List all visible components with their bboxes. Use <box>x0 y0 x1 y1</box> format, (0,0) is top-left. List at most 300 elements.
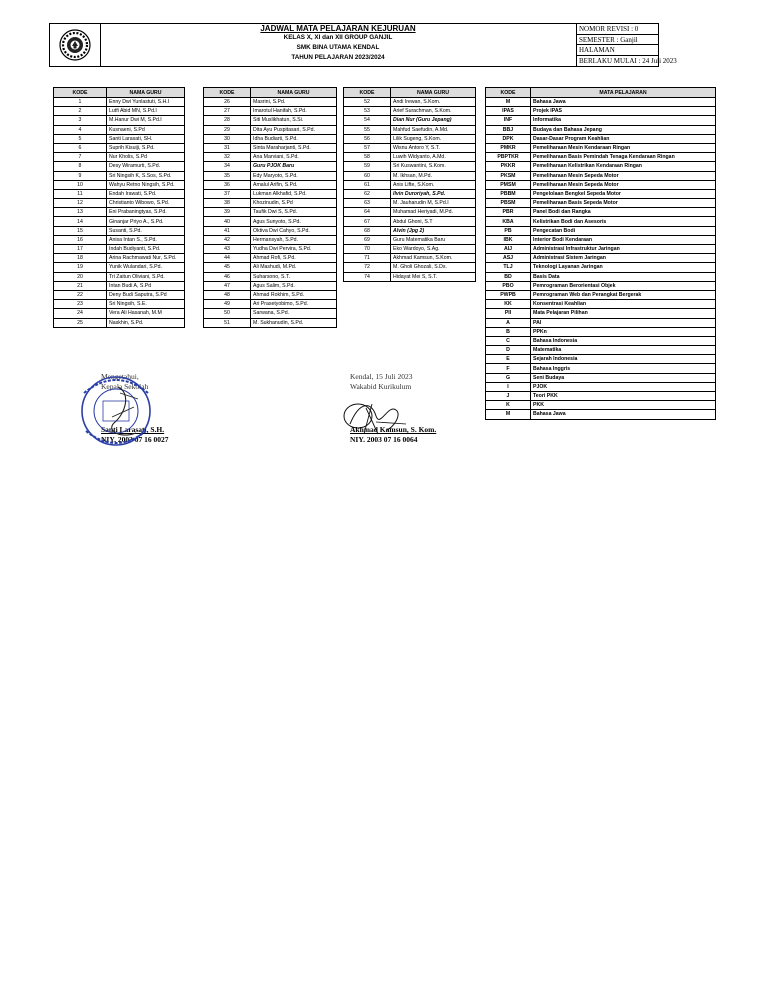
subject-name: Bahasa Inggris <box>531 364 716 373</box>
teacher-row <box>54 263 185 272</box>
teacher-row <box>54 125 185 134</box>
teacher-name: Desy Wiramurti, S.Pd. <box>107 162 185 171</box>
subject-row <box>486 281 716 290</box>
teacher-row <box>54 134 185 143</box>
teacher-row <box>54 217 185 226</box>
row-code: 50 <box>204 309 251 318</box>
row-code: PKKR <box>486 162 531 171</box>
teacher-row <box>204 125 337 134</box>
subject-row <box>486 373 716 382</box>
row-code: PBPTKR <box>486 153 531 162</box>
row-code: F <box>486 364 531 373</box>
subject-name: Pemrograman Berorientasi Objek <box>531 281 716 290</box>
teacher-row <box>204 254 337 263</box>
teacher-row <box>204 153 337 162</box>
teacher-name: M. Jauharudin M, S.Pd.I <box>391 199 476 208</box>
place-date: Kendal, 15 Juli 2023 <box>350 372 413 381</box>
teacher-name: M. Sukhanudin, S.Pd. <box>251 318 337 327</box>
subject-row <box>486 382 716 391</box>
row-code: DPK <box>486 134 531 143</box>
row-code: 19 <box>54 263 107 272</box>
header-titles <box>100 24 577 66</box>
subject-name: Budaya dan Bahasa Jepang <box>531 125 716 134</box>
subject-row <box>486 116 716 125</box>
teacher-row <box>204 217 337 226</box>
row-code: 48 <box>204 290 251 299</box>
meta-page: HALAMAN <box>577 45 659 56</box>
subject-row <box>486 180 716 189</box>
row-code: 56 <box>344 134 391 143</box>
row-code: 35 <box>204 171 251 180</box>
subject-row <box>486 336 716 345</box>
teacher-row <box>204 116 337 125</box>
subject-name: Pemeliharaan Basis Pemindah Tenaga Kendaraan Ringan <box>531 153 716 162</box>
row-code: 40 <box>204 217 251 226</box>
row-code: PMSM <box>486 180 531 189</box>
teacher-name: Ahmad Rofi, S.Pd. <box>251 254 337 263</box>
acknowledged-label: Mengetahui, <box>101 372 139 381</box>
subject-row <box>486 309 716 318</box>
subject-row <box>486 235 716 244</box>
teacher-row <box>54 162 185 171</box>
school-logo-icon <box>50 24 100 66</box>
teacher-name: Hermansyah, S.Pd. <box>251 235 337 244</box>
teacher-name: Yunik Wulandari, S.Pd. <box>107 263 185 272</box>
row-code: J <box>486 392 531 401</box>
row-code: 59 <box>344 162 391 171</box>
row-code: I <box>486 382 531 391</box>
teacher-row <box>204 300 337 309</box>
teacher-row <box>204 180 337 189</box>
teacher-name: Ilvin Duroriyah, S.Pd. <box>391 189 476 198</box>
curriculum-name: Akhmad Kamsun, S. Kom. <box>350 425 437 434</box>
teacher-table-2 <box>203 87 337 328</box>
teacher-name: Ana Marviani, S.Pd. <box>251 153 337 162</box>
teacher-name: Arief Surachman, S.Kom. <box>391 107 476 116</box>
row-code: 37 <box>204 189 251 198</box>
row-code: 62 <box>344 189 391 198</box>
row-code: 74 <box>344 272 391 281</box>
teacher-row <box>54 254 185 263</box>
row-code: PBO <box>486 281 531 290</box>
teacher-name: Dian Nur (Guru Jepang) <box>391 116 476 125</box>
teacher-name: Edy Maryoto, S.Pd. <box>251 171 337 180</box>
row-code: 43 <box>204 245 251 254</box>
teacher-name: Endah Irawati, S.Pd. <box>107 189 185 198</box>
teacher-row <box>54 290 185 299</box>
teacher-row <box>54 153 185 162</box>
row-code: 7 <box>54 153 107 162</box>
row-code: 28 <box>204 116 251 125</box>
row-code: TLJ <box>486 263 531 272</box>
row-code: 11 <box>54 189 107 198</box>
row-code: 70 <box>344 245 391 254</box>
subject-name: Sejarah Indonesia <box>531 355 716 364</box>
subject-name: PJOK <box>531 382 716 391</box>
document-header <box>49 23 677 67</box>
row-code: E <box>486 355 531 364</box>
row-code: 34 <box>204 162 251 171</box>
column-header-mata-pelajaran: MATA PELAJARAN <box>531 88 716 98</box>
teacher-name: Anisa Intan S., S.Pd. <box>107 235 185 244</box>
teacher-row <box>344 226 476 235</box>
column-header-kode: KODE <box>204 88 251 98</box>
teacher-row <box>204 281 337 290</box>
row-code: 51 <box>204 318 251 327</box>
row-code: IPAS <box>486 107 531 116</box>
row-code: 58 <box>344 153 391 162</box>
teacher-row <box>204 263 337 272</box>
row-code: 4 <box>54 125 107 134</box>
row-code: 67 <box>344 217 391 226</box>
teacher-row <box>344 116 476 125</box>
row-code: 63 <box>344 199 391 208</box>
subject-row <box>486 107 716 116</box>
curriculum-niy: NIY. 2003 07 16 0064 <box>350 435 418 444</box>
teacher-row <box>344 254 476 263</box>
row-code: 69 <box>344 235 391 244</box>
teacher-name: Khozinudin, S.Pd <box>251 199 337 208</box>
row-code: 23 <box>54 300 107 309</box>
subject-name: PPKn <box>531 327 716 336</box>
teacher-name: M.Hanur Dwi M, S.Pd.I <box>107 116 185 125</box>
row-code: 22 <box>54 290 107 299</box>
subject-row <box>486 245 716 254</box>
teacher-name: Agus Sunyoto, S.Pd. <box>251 217 337 226</box>
teacher-name: Yudha Dwi Pervira, S.Pd. <box>251 245 337 254</box>
row-code: 30 <box>204 134 251 143</box>
row-code: 39 <box>204 208 251 217</box>
subject-name: Pengelolaan Bengkel Sepeda Motor <box>531 189 716 198</box>
subject-name: Mata Pelajaran Pilihan <box>531 309 716 318</box>
subject-row <box>486 272 716 281</box>
teacher-name: Nur Kholis, S.Pd <box>107 153 185 162</box>
teacher-row <box>344 263 476 272</box>
teacher-row <box>344 171 476 180</box>
row-code: 38 <box>204 199 251 208</box>
teacher-table-1 <box>53 87 185 328</box>
column-header-nama-guru: NAMA GURU <box>107 88 185 98</box>
document-meta <box>577 24 677 66</box>
class-group-line: KELAS X, XI dan XII GROUP GANJIL <box>283 34 393 41</box>
teacher-name: Sri Kuswantini, S.Kom. <box>391 162 476 171</box>
teacher-name: Hidayat Mei S, S.T. <box>391 272 476 281</box>
subject-name: Bahasa Jawa <box>531 98 716 107</box>
row-code: 46 <box>204 272 251 281</box>
teacher-name: Deny Budi Saputra, S.Pd <box>107 290 185 299</box>
teacher-name: Arina Rachmawati Nur, S.Pd. <box>107 254 185 263</box>
subject-row <box>486 410 716 419</box>
row-code: 15 <box>54 226 107 235</box>
teacher-row <box>204 235 337 244</box>
teacher-row <box>54 226 185 235</box>
subject-name: Bahasa Indonesia <box>531 336 716 345</box>
row-code: 54 <box>344 116 391 125</box>
subject-row <box>486 318 716 327</box>
subject-name: Pemeliharaan Kelistrikan Kendaraan Ringan <box>531 162 716 171</box>
teacher-name: Siti Muslikhatun, S.Si. <box>251 116 337 125</box>
teacher-row <box>204 318 337 327</box>
teacher-name: Wisnu Antoro Y, S.T. <box>391 143 476 152</box>
teacher-name: M. Ikhsan, M.Pd. <box>391 171 476 180</box>
row-code: 26 <box>204 98 251 107</box>
academic-year: TAHUN PELAJARAN 2023/2024 <box>291 54 385 61</box>
teacher-row <box>204 208 337 217</box>
row-code: 71 <box>344 254 391 263</box>
teacher-name: Lukman Alkhafid, S.Pd. <box>251 189 337 198</box>
subject-table <box>485 87 716 420</box>
subject-name: Projek IPAS <box>531 107 716 116</box>
teacher-row <box>54 171 185 180</box>
teacher-name: Ginanjar Priyo A., S.Pd. <box>107 217 185 226</box>
teacher-row <box>344 199 476 208</box>
teacher-row <box>54 309 185 318</box>
row-code: 25 <box>54 318 107 327</box>
subject-row <box>486 226 716 235</box>
subject-name: Pemeliharaan Mesin Sepeda Motor <box>531 180 716 189</box>
teacher-name: Eko Wardoyo, S.Ag. <box>391 245 476 254</box>
row-code: PMKR <box>486 143 531 152</box>
row-code: 29 <box>204 125 251 134</box>
subject-name: Seni Budaya <box>531 373 716 382</box>
teacher-row <box>54 180 185 189</box>
teacher-name: Sarwana, S.Pd. <box>251 309 337 318</box>
row-code: 52 <box>344 98 391 107</box>
teacher-name: Ahmad Rokhim, S.Pd. <box>251 290 337 299</box>
teacher-row <box>54 116 185 125</box>
row-code: 31 <box>204 143 251 152</box>
teacher-name: Oktiva Dwi Cahyo, S.Pd. <box>251 226 337 235</box>
row-code: KK <box>486 300 531 309</box>
row-code: AIJ <box>486 245 531 254</box>
teacher-row <box>204 309 337 318</box>
teacher-row <box>344 162 476 171</box>
row-code: 16 <box>54 235 107 244</box>
subject-row <box>486 290 716 299</box>
row-code: 24 <box>54 309 107 318</box>
teacher-row <box>204 245 337 254</box>
teacher-row <box>344 272 476 281</box>
row-code: 60 <box>344 171 391 180</box>
row-code: 8 <box>54 162 107 171</box>
row-code: 18 <box>54 254 107 263</box>
row-code: 12 <box>54 199 107 208</box>
subject-name: Pemeliharaan Mesin Kendaraan Ringan <box>531 143 716 152</box>
row-code: 21 <box>54 281 107 290</box>
row-code: 14 <box>54 217 107 226</box>
row-code: 41 <box>204 226 251 235</box>
subject-name: Administrasi Infrastruktur Jaringan <box>531 245 716 254</box>
row-code: D <box>486 346 531 355</box>
subject-row <box>486 199 716 208</box>
teacher-row <box>204 189 337 198</box>
teacher-name: Intan Budi A, S.Pd <box>107 281 185 290</box>
teacher-name: Lutfi Abid MN, S.Pd.I <box>107 107 185 116</box>
row-code: 53 <box>344 107 391 116</box>
teacher-name: Suprih Kisuiji, S.Pd. <box>107 143 185 152</box>
subject-row <box>486 355 716 364</box>
subject-row <box>486 392 716 401</box>
row-code: KBA <box>486 217 531 226</box>
teacher-name: Wahyu Retno Ningsih, S.Pd. <box>107 180 185 189</box>
teacher-name: Vera Ali Hasanah, M.M <box>107 309 185 318</box>
column-header-kode: KODE <box>54 88 107 98</box>
teacher-row <box>204 272 337 281</box>
subject-name: Teori PKK <box>531 392 716 401</box>
handwritten-signature-icon <box>336 394 426 444</box>
subject-name: Pemeliharaan Basis Sepeda Motor <box>531 199 716 208</box>
row-code: BD <box>486 272 531 281</box>
teacher-row <box>54 300 185 309</box>
teacher-name: Amalul Arifin, S.Pd. <box>251 180 337 189</box>
row-code: 36 <box>204 180 251 189</box>
teacher-name: Naskhin, S.Pd. <box>107 318 185 327</box>
teacher-name: Guru PJOK Baru <box>251 162 337 171</box>
subject-row <box>486 327 716 336</box>
subject-row <box>486 217 716 226</box>
school-logo <box>50 24 101 66</box>
teacher-name: Ari Prasetyobimo, S.Pd. <box>251 300 337 309</box>
subject-name: Pemrograman Web dan Perangkat Bergerak <box>531 290 716 299</box>
row-code: IBK <box>486 235 531 244</box>
subject-row <box>486 346 716 355</box>
teacher-table-3 <box>343 87 476 282</box>
subject-name: Basis Data <box>531 272 716 281</box>
teacher-row <box>54 272 185 281</box>
teacher-name: Masrini, S.Pd. <box>251 98 337 107</box>
teacher-name: Akhmad Kamsun, S.Kom. <box>391 254 476 263</box>
teacher-name: Luwih Widyanto, A.Md. <box>391 153 476 162</box>
row-code: 1 <box>54 98 107 107</box>
row-code: 61 <box>344 180 391 189</box>
teacher-row <box>54 245 185 254</box>
row-code: PBSM <box>486 199 531 208</box>
row-code: INF <box>486 116 531 125</box>
teacher-row <box>54 281 185 290</box>
row-code: 6 <box>54 143 107 152</box>
row-code: PWPB <box>486 290 531 299</box>
teacher-name: Agus Salim, S.Pd. <box>251 281 337 290</box>
row-code: 57 <box>344 143 391 152</box>
subject-row <box>486 300 716 309</box>
teacher-row <box>344 235 476 244</box>
teacher-name: Andi Irewan, S.Kom. <box>391 98 476 107</box>
meta-revision: NOMOR REVISI : 0 <box>577 24 659 35</box>
subject-row <box>486 208 716 217</box>
row-code: 44 <box>204 254 251 263</box>
row-code: 3 <box>54 116 107 125</box>
row-code: 17 <box>54 245 107 254</box>
subject-name: Kelistrikan Bodi dan Asesoris <box>531 217 716 226</box>
column-header-kode: KODE <box>486 88 531 98</box>
teacher-row <box>54 189 185 198</box>
teacher-row <box>54 107 185 116</box>
teacher-name: Taufik Dwi S, S.Pd. <box>251 208 337 217</box>
subject-row <box>486 263 716 272</box>
teacher-name: Enny Dwi Yunlastuti, S.H.I <box>107 98 185 107</box>
teacher-name: Abdul Ghoni, S.T <box>391 217 476 226</box>
row-code: PII <box>486 309 531 318</box>
row-code: 42 <box>204 235 251 244</box>
principal-name: Santi Larasati, S.H. <box>101 425 165 434</box>
teacher-name: Muhamad Heriyadi, M.Pd. <box>391 208 476 217</box>
subject-row <box>486 171 716 180</box>
teacher-row <box>344 189 476 198</box>
teacher-row <box>344 134 476 143</box>
row-code: PBR <box>486 208 531 217</box>
row-code: 55 <box>344 125 391 134</box>
row-code: 13 <box>54 208 107 217</box>
row-code: M <box>486 410 531 419</box>
teacher-row <box>204 107 337 116</box>
row-code: 49 <box>204 300 251 309</box>
teacher-row <box>54 98 185 107</box>
subject-row <box>486 143 716 152</box>
teacher-name: Christianto Wibowo, S.Pd. <box>107 199 185 208</box>
row-code: A <box>486 318 531 327</box>
subject-name: Matematika <box>531 346 716 355</box>
row-code: 32 <box>204 153 251 162</box>
row-code: 9 <box>54 171 107 180</box>
document-title: JADWAL MATA PELAJARAN KEJURUAN <box>260 24 416 33</box>
subject-row <box>486 125 716 134</box>
school-stamp-icon <box>76 373 156 449</box>
row-code: BBJ <box>486 125 531 134</box>
teacher-row <box>344 143 476 152</box>
teacher-name: Imarotul Hanifah, S.Pd. <box>251 107 337 116</box>
subject-row <box>486 364 716 373</box>
teacher-name: Eni Prabaningtyas, S.Pd. <box>107 208 185 217</box>
teacher-name: M. Gholi Ghozali, S.Ds. <box>391 263 476 272</box>
subject-row <box>486 189 716 198</box>
teacher-name: Tri Zaitun Oliviani, S.Pd. <box>107 272 185 281</box>
subject-name: PKK <box>531 401 716 410</box>
row-code: 10 <box>54 180 107 189</box>
subject-name: Pengecatan Bodi <box>531 226 716 235</box>
teacher-name: Suharsono, S.T. <box>251 272 337 281</box>
subject-row <box>486 134 716 143</box>
row-code: G <box>486 373 531 382</box>
teacher-row <box>204 290 337 299</box>
row-code: ASJ <box>486 254 531 263</box>
teacher-name: Indah Budiyanti, S.Pd. <box>107 245 185 254</box>
subject-name: PAI <box>531 318 716 327</box>
teacher-row <box>204 143 337 152</box>
row-code: 72 <box>344 263 391 272</box>
row-code: 64 <box>344 208 391 217</box>
subject-name: Bahasa Jawa <box>531 410 716 419</box>
teacher-row <box>344 125 476 134</box>
subject-row <box>486 98 716 107</box>
row-code: C <box>486 336 531 345</box>
row-code: 2 <box>54 107 107 116</box>
teacher-row <box>344 180 476 189</box>
row-code: 45 <box>204 263 251 272</box>
subject-name: Interior Bodi Kendaraan <box>531 235 716 244</box>
subject-name: Dasar-Dasar Program Keahlian <box>531 134 716 143</box>
principal-title: Kepala Sekolah <box>101 382 149 391</box>
teacher-row <box>344 245 476 254</box>
teacher-row <box>54 318 185 327</box>
teacher-row <box>344 107 476 116</box>
teacher-name: Anis Lifte, S.Kom. <box>391 180 476 189</box>
teacher-row <box>204 226 337 235</box>
teacher-row <box>344 208 476 217</box>
row-code: B <box>486 327 531 336</box>
teacher-name: Sri Ningsih, S.E. <box>107 300 185 309</box>
subject-name: Panel Bodi dan Rangka <box>531 208 716 217</box>
teacher-name: Sri Ningsih K, S.Sos, S.Pd. <box>107 171 185 180</box>
